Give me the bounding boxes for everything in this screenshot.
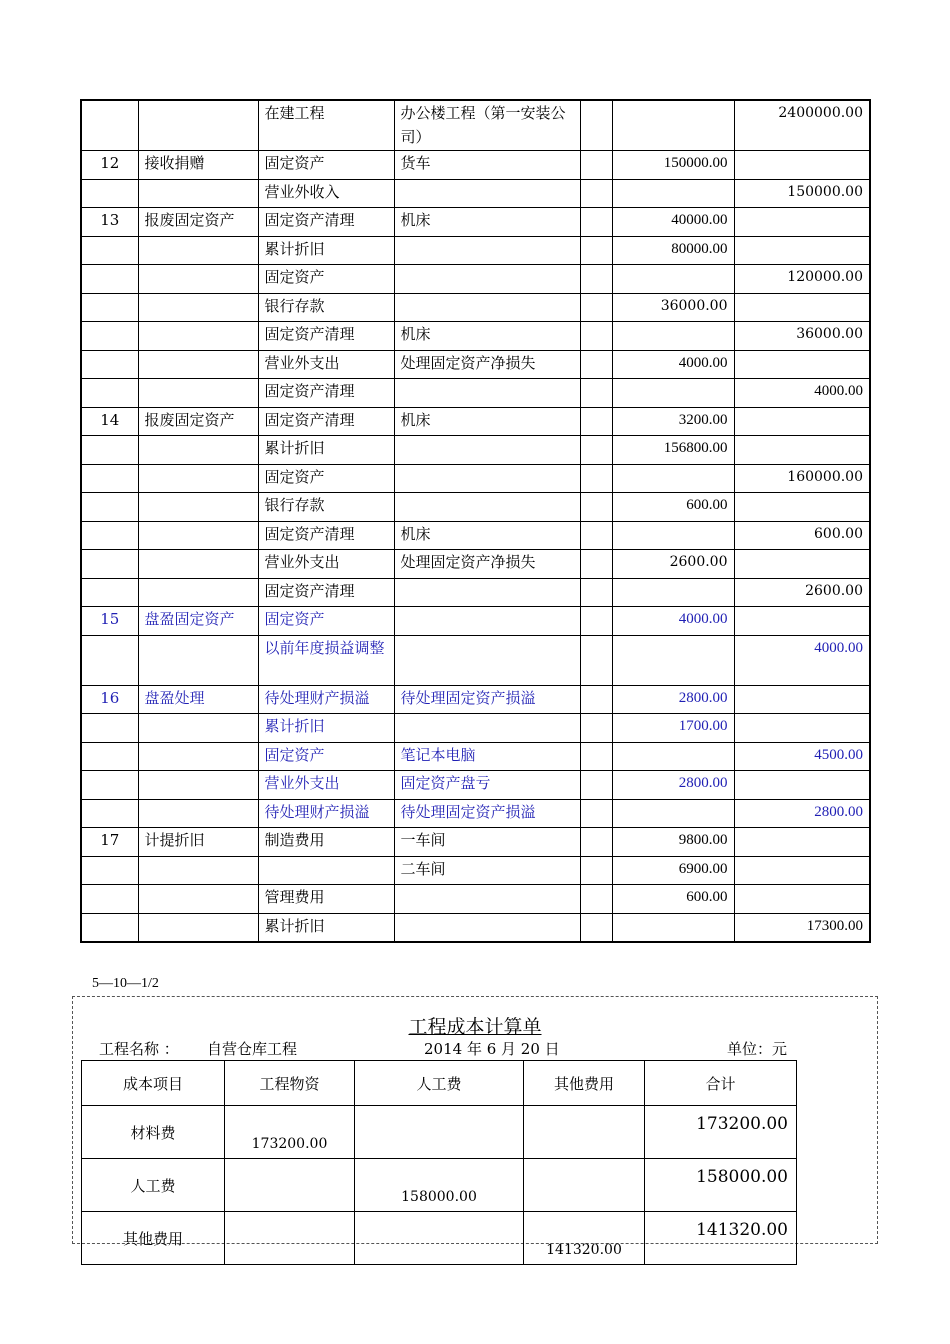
entry-number — [81, 379, 138, 408]
credit-amount — [734, 293, 870, 322]
account-name: 累计折旧 — [258, 913, 394, 942]
blank-cell — [580, 828, 612, 857]
cost-item: 人工费 — [82, 1159, 225, 1212]
entry-number — [81, 799, 138, 828]
journal-row — [81, 742, 870, 771]
credit-amount: 4500.00 — [734, 742, 870, 771]
sub-account — [394, 265, 580, 294]
entry-summary — [138, 521, 258, 550]
entry-summary — [138, 742, 258, 771]
blank-cell — [580, 742, 612, 771]
entry-summary — [138, 714, 258, 743]
journal-row — [81, 799, 870, 828]
entry-summary: 接收捐赠 — [138, 151, 258, 180]
entry-summary — [138, 856, 258, 885]
entry-number — [81, 885, 138, 914]
debit-amount — [612, 578, 734, 607]
sub-account: 二车间 — [394, 856, 580, 885]
journal-row — [81, 464, 870, 493]
unit-label: 单位：元 — [727, 1040, 788, 1058]
account-name: 银行存款 — [258, 493, 394, 522]
header-other: 其他费用 — [524, 1061, 645, 1106]
sub-account — [394, 885, 580, 914]
journal-row — [81, 265, 870, 294]
blank-cell — [580, 771, 612, 800]
blank-cell — [580, 379, 612, 408]
debit-amount: 9800.00 — [612, 828, 734, 857]
journal-row — [81, 407, 870, 436]
sub-account: 机床 — [394, 208, 580, 237]
journal-row — [81, 100, 870, 151]
credit-amount — [734, 607, 870, 636]
debit-amount: 4000.00 — [612, 607, 734, 636]
blank-cell — [580, 407, 612, 436]
entry-number — [81, 714, 138, 743]
debit-amount: 80000.00 — [612, 236, 734, 265]
entry-summary — [138, 493, 258, 522]
account-name: 待处理财产损溢 — [258, 685, 394, 714]
entry-summary — [138, 635, 258, 685]
entry-summary — [138, 265, 258, 294]
materials-value — [225, 1212, 355, 1265]
entry-summary — [138, 436, 258, 465]
debit-amount — [612, 100, 734, 151]
header-labor: 人工费 — [355, 1061, 524, 1106]
journal-row — [81, 350, 870, 379]
debit-amount — [612, 265, 734, 294]
entry-number — [81, 322, 138, 351]
sub-account — [394, 493, 580, 522]
debit-amount: 600.00 — [612, 493, 734, 522]
blank-cell — [580, 714, 612, 743]
total-value: 141320.00 — [645, 1212, 797, 1265]
blank-cell — [580, 322, 612, 351]
entry-summary: 盘盈固定资产 — [138, 607, 258, 636]
journal-row — [81, 913, 870, 942]
sub-account — [394, 293, 580, 322]
journal-row — [81, 578, 870, 607]
sub-account — [394, 635, 580, 685]
debit-amount — [612, 464, 734, 493]
credit-amount: 4000.00 — [734, 379, 870, 408]
sub-account — [394, 578, 580, 607]
header-materials: 工程物资 — [225, 1061, 355, 1106]
project-label: 工程名称 ： — [99, 1040, 179, 1058]
other-value: 141320.00 — [524, 1212, 645, 1265]
materials-value — [225, 1159, 355, 1212]
account-name: 以前年度损益调整 — [258, 635, 394, 685]
project-name: 自营仓库工程 — [207, 1040, 298, 1058]
credit-amount: 120000.00 — [734, 265, 870, 294]
debit-amount — [612, 913, 734, 942]
labor-value — [355, 1106, 524, 1159]
cost-item: 材料费 — [82, 1106, 225, 1159]
blank-cell — [580, 913, 612, 942]
blank-cell — [580, 208, 612, 237]
sub-account — [394, 379, 580, 408]
account-name: 累计折旧 — [258, 436, 394, 465]
entry-number — [81, 635, 138, 685]
entry-summary — [138, 771, 258, 800]
entry-summary — [138, 799, 258, 828]
blank-cell — [580, 100, 612, 151]
header-total: 合计 — [645, 1061, 797, 1106]
account-name: 固定资产清理 — [258, 379, 394, 408]
account-name: 累计折旧 — [258, 236, 394, 265]
entry-number — [81, 493, 138, 522]
account-name: 营业外收入 — [258, 179, 394, 208]
credit-amount: 2400000.00 — [734, 100, 870, 151]
debit-amount: 36000.00 — [612, 293, 734, 322]
debit-amount: 1700.00 — [612, 714, 734, 743]
entry-number — [81, 265, 138, 294]
reference-code: 5—10—1/2 — [92, 976, 159, 991]
account-name: 固定资产 — [258, 607, 394, 636]
journal-row — [81, 236, 870, 265]
blank-cell — [580, 350, 612, 379]
journal-entries-table — [80, 99, 871, 943]
entry-number: 17 — [81, 828, 138, 857]
journal-row — [81, 714, 870, 743]
blank-cell — [580, 493, 612, 522]
account-name: 固定资产 — [258, 151, 394, 180]
journal-row — [81, 179, 870, 208]
debit-amount — [612, 799, 734, 828]
entry-summary: 报废固定资产 — [138, 407, 258, 436]
sub-account: 机床 — [394, 322, 580, 351]
entry-summary: 盘盈处理 — [138, 685, 258, 714]
blank-cell — [580, 578, 612, 607]
journal-row — [81, 771, 870, 800]
debit-amount: 2600.00 — [612, 550, 734, 579]
credit-amount — [734, 493, 870, 522]
entry-number — [81, 913, 138, 942]
sub-account — [394, 236, 580, 265]
journal-row — [81, 635, 870, 685]
blank-cell — [580, 685, 612, 714]
account-name: 固定资产 — [258, 464, 394, 493]
entry-number — [81, 771, 138, 800]
credit-amount — [734, 856, 870, 885]
entry-summary — [138, 550, 258, 579]
credit-amount — [734, 407, 870, 436]
cost-row-other — [82, 1212, 797, 1265]
account-name: 固定资产 — [258, 742, 394, 771]
entry-number: 15 — [81, 607, 138, 636]
credit-amount — [734, 714, 870, 743]
sub-account — [394, 179, 580, 208]
debit-amount — [612, 742, 734, 771]
debit-amount: 2800.00 — [612, 685, 734, 714]
account-name: 营业外支出 — [258, 771, 394, 800]
blank-cell — [580, 151, 612, 180]
entry-summary — [138, 464, 258, 493]
debit-amount: 6900.00 — [612, 856, 734, 885]
cost-row-materials — [82, 1106, 797, 1159]
credit-amount — [734, 828, 870, 857]
sub-account: 处理固定资产净损失 — [394, 550, 580, 579]
sub-account: 待处理固定资产损溢 — [394, 799, 580, 828]
journal-row — [81, 493, 870, 522]
sub-account: 机床 — [394, 521, 580, 550]
blank-cell — [580, 236, 612, 265]
account-name: 管理费用 — [258, 885, 394, 914]
cost-table-header-row — [82, 1061, 797, 1106]
credit-amount — [734, 236, 870, 265]
blank-cell — [580, 635, 612, 685]
credit-amount — [734, 151, 870, 180]
debit-amount — [612, 635, 734, 685]
entry-summary — [138, 236, 258, 265]
account-name: 固定资产清理 — [258, 322, 394, 351]
sub-account — [394, 607, 580, 636]
entry-number — [81, 293, 138, 322]
blank-cell — [580, 265, 612, 294]
entry-summary — [138, 179, 258, 208]
sub-account: 笔记本电脑 — [394, 742, 580, 771]
account-name: 固定资产清理 — [258, 407, 394, 436]
sheet-date: 2014 年 6 月 20 日 — [424, 1040, 560, 1058]
entry-number — [81, 436, 138, 465]
account-name: 银行存款 — [258, 293, 394, 322]
account-name: 固定资产清理 — [258, 521, 394, 550]
blank-cell — [580, 521, 612, 550]
labor-value: 158000.00 — [355, 1159, 524, 1212]
sub-account: 固定资产盘亏 — [394, 771, 580, 800]
blank-cell — [580, 293, 612, 322]
journal-row — [81, 208, 870, 237]
account-name: 固定资产 — [258, 265, 394, 294]
entry-summary: 报废固定资产 — [138, 208, 258, 237]
account-name: 固定资产清理 — [258, 208, 394, 237]
debit-amount: 3200.00 — [612, 407, 734, 436]
journal-row — [81, 521, 870, 550]
sub-account — [394, 913, 580, 942]
credit-amount — [734, 550, 870, 579]
total-value: 173200.00 — [645, 1106, 797, 1159]
total-value: 158000.00 — [645, 1159, 797, 1212]
entry-number — [81, 100, 138, 151]
debit-amount: 150000.00 — [612, 151, 734, 180]
other-value — [524, 1106, 645, 1159]
entry-number — [81, 179, 138, 208]
cost-item: 其他费用 — [82, 1212, 225, 1265]
blank-cell — [580, 885, 612, 914]
account-name: 待处理财产损溢 — [258, 799, 394, 828]
journal-row — [81, 828, 870, 857]
account-name: 在建工程 — [258, 100, 394, 151]
entry-number — [81, 742, 138, 771]
cost-sheet-title — [0, 1012, 950, 1039]
entry-number: 13 — [81, 208, 138, 237]
entry-number: 16 — [81, 685, 138, 714]
credit-amount — [734, 436, 870, 465]
account-name: 营业外支出 — [258, 550, 394, 579]
blank-cell — [580, 799, 612, 828]
account-name — [258, 856, 394, 885]
entry-number: 12 — [81, 151, 138, 180]
debit-amount: 4000.00 — [612, 350, 734, 379]
credit-amount: 160000.00 — [734, 464, 870, 493]
entry-summary — [138, 885, 258, 914]
credit-amount: 36000.00 — [734, 322, 870, 351]
entry-summary — [138, 293, 258, 322]
debit-amount: 2800.00 — [612, 771, 734, 800]
credit-amount: 4000.00 — [734, 635, 870, 685]
journal-row — [81, 685, 870, 714]
journal-row — [81, 436, 870, 465]
journal-row — [81, 885, 870, 914]
entry-summary: 计提折旧 — [138, 828, 258, 857]
sub-account: 一车间 — [394, 828, 580, 857]
journal-row — [81, 856, 870, 885]
credit-amount: 2600.00 — [734, 578, 870, 607]
blank-cell — [580, 550, 612, 579]
journal-row — [81, 607, 870, 636]
entry-number — [81, 550, 138, 579]
sub-account: 货车 — [394, 151, 580, 180]
entry-number — [81, 464, 138, 493]
journal-row — [81, 151, 870, 180]
entry-summary — [138, 350, 258, 379]
debit-amount: 156800.00 — [612, 436, 734, 465]
entry-number: 14 — [81, 407, 138, 436]
labor-value — [355, 1212, 524, 1265]
journal-row — [81, 550, 870, 579]
entry-summary — [138, 913, 258, 942]
blank-cell — [580, 856, 612, 885]
debit-amount — [612, 379, 734, 408]
entry-summary — [138, 379, 258, 408]
journal-row — [81, 293, 870, 322]
entry-number — [81, 521, 138, 550]
debit-amount: 40000.00 — [612, 208, 734, 237]
cost-row-labor — [82, 1159, 797, 1212]
credit-amount — [734, 885, 870, 914]
credit-amount: 600.00 — [734, 521, 870, 550]
credit-amount: 17300.00 — [734, 913, 870, 942]
other-value — [524, 1159, 645, 1212]
journal-row — [81, 379, 870, 408]
entry-summary — [138, 100, 258, 151]
entry-number — [81, 236, 138, 265]
sub-account: 处理固定资产净损失 — [394, 350, 580, 379]
debit-amount — [612, 322, 734, 351]
sub-account: 待处理固定资产损溢 — [394, 685, 580, 714]
entry-number — [81, 350, 138, 379]
account-name: 累计折旧 — [258, 714, 394, 743]
cost-sheet-title-text: 工程成本计算单 — [408, 1016, 542, 1038]
blank-cell — [580, 179, 612, 208]
credit-amount: 150000.00 — [734, 179, 870, 208]
entry-number — [81, 578, 138, 607]
credit-amount — [734, 771, 870, 800]
credit-amount: 2800.00 — [734, 799, 870, 828]
blank-cell — [580, 436, 612, 465]
entry-number — [81, 856, 138, 885]
blank-cell — [580, 607, 612, 636]
sub-account — [394, 464, 580, 493]
entry-summary — [138, 578, 258, 607]
sub-account: 机床 — [394, 407, 580, 436]
sub-account — [394, 714, 580, 743]
journal-row — [81, 322, 870, 351]
journal-entries-body — [81, 100, 870, 942]
account-name: 营业外支出 — [258, 350, 394, 379]
sub-account: 办公楼工程（第一安装公司） — [394, 100, 580, 151]
debit-amount — [612, 179, 734, 208]
debit-amount: 600.00 — [612, 885, 734, 914]
cost-calculation-table — [81, 1060, 797, 1265]
materials-value: 173200.00 — [225, 1106, 355, 1159]
entry-summary — [138, 322, 258, 351]
credit-amount — [734, 685, 870, 714]
account-name: 固定资产清理 — [258, 578, 394, 607]
credit-amount — [734, 208, 870, 237]
sub-account — [394, 436, 580, 465]
blank-cell — [580, 464, 612, 493]
credit-amount — [734, 350, 870, 379]
debit-amount — [612, 521, 734, 550]
account-name: 制造费用 — [258, 828, 394, 857]
header-cost-item: 成本项目 — [82, 1061, 225, 1106]
